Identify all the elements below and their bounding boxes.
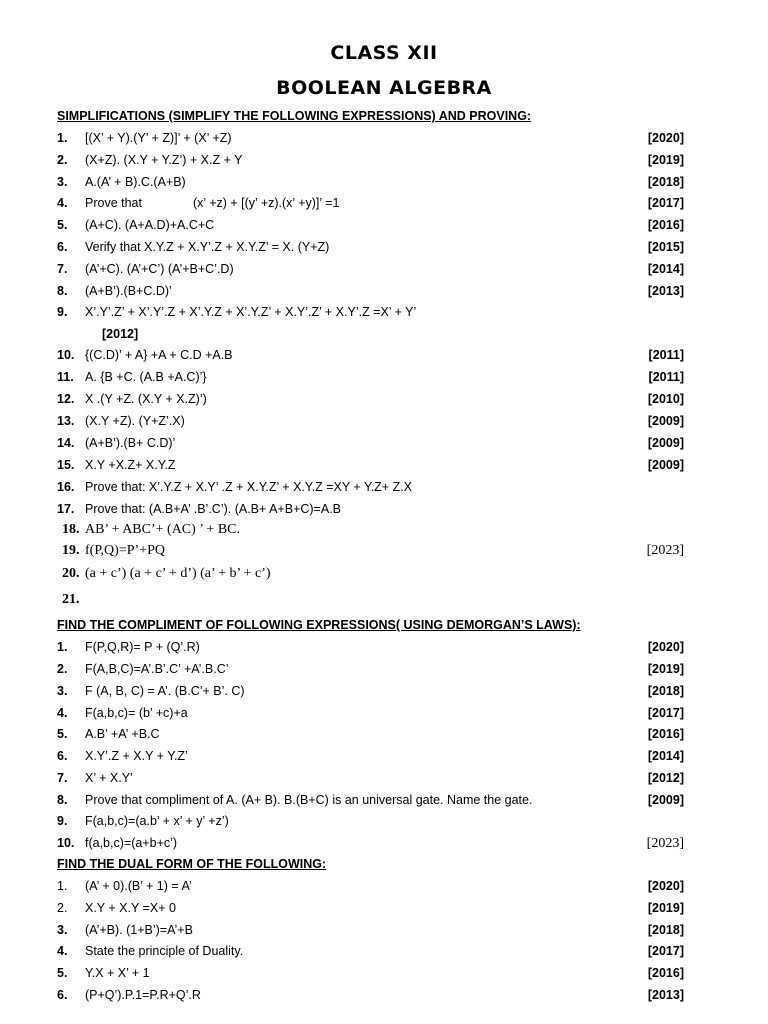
list-item [0,414,768,434]
item-number: 20. [62,566,80,581]
item-number: 7. [57,262,68,276]
list-item [0,262,768,282]
item-number: 14. [57,436,75,450]
item-expression: X’.Y’.Z’ + X’.Y’.Z + X’.Y.Z + X’.Y.Z’ + X.Y’.Z’ + X.Y’.Z =X’ + Y’ [85,305,417,319]
item-year: [2013] [647,988,684,1002]
list-item [0,879,768,899]
item-expression: (a + c’) (a + c’ + d’) (a’ + b’ + c’) [85,566,271,581]
item-expression: (A+B’).(B+C.D)’ [85,284,172,298]
list-item [0,196,768,216]
list-item [0,502,768,522]
list-item [0,662,768,682]
item-expression: F(a,b,c)=(a.b’ + x’ + y’ +z’) [85,814,229,828]
item-expression: Y.X + X’ + 1 [85,966,150,980]
item-number: 7. [57,771,68,785]
list-item [0,640,768,660]
list-item [0,814,768,834]
item-year: [2018] [647,923,684,937]
item-number: 19. [62,543,80,558]
item-expression: F(a,b,c)= (b’ +c)+a [85,706,188,720]
list-item [0,771,768,791]
item-year: [2012] [102,327,139,341]
list-item [0,175,768,195]
item-number: 18. [62,522,80,537]
section-heading-compliment: FIND THE COMPLIMENT OF FOLLOWING EXPRESSIONS( USING DEMORGAN’S LAWS): [57,618,581,632]
item-year: [2014] [647,749,684,763]
item-number: 6. [57,988,68,1002]
list-item [0,923,768,943]
item-year: [2011] [648,370,684,384]
item-number: 9. [57,305,68,319]
item-expression: Prove that compliment of A. (A+ B). B.(B+C) is an universal gate. Name the gate. [85,793,533,807]
item-expression: X’ + X.Y’ [85,771,133,785]
item-year: [2009] [647,458,684,472]
list-item [0,566,768,586]
list-item [0,727,768,747]
item-expression: (A’+C). (A’+C’) (A’+B+C’.D) [85,262,234,276]
item-year: [2020] [647,131,684,145]
item-number: 1. [57,640,68,654]
item-number: 3. [57,175,68,189]
item-expression: AB’ + ABC’+ (AC) ’ + BC. [85,522,241,537]
item-expression: Verify that X.Y.Z + X.Y’.Z + X.Y.Z’ = X. (Y+Z) [85,240,330,254]
list-item [0,543,768,563]
item-expression: X.Y +X.Z+ X.Y.Z [85,458,176,472]
item-number: 4. [57,706,68,720]
section-heading-simplifications: SIMPLIFICATIONS (SIMPLIFY THE FOLLOWING EXPRESSIONS) AND PROVING: [57,109,532,123]
list-item [0,988,768,1008]
item-number: 2. [57,901,68,915]
list-item [0,522,768,542]
item-number: 10. [57,836,75,850]
list-item [0,436,768,456]
item-number: 1. [57,879,68,893]
item-year: [2015] [647,240,684,254]
item-year: [2017] [647,706,684,720]
item-expression: [(X’ + Y).(Y’ + Z)]’ + (X’ +Z) [85,131,232,145]
list-item [0,706,768,726]
item-number: 8. [57,284,68,298]
list-item [0,153,768,173]
item-expression: Prove that [85,196,142,210]
item-number: 9. [57,814,68,828]
item-expression-continued: (x’ +z) + [(y’ +z).(x’ +y)]’ =1 [193,196,340,210]
item-number: 2. [57,153,68,167]
list-item [0,370,768,390]
list-item [0,218,768,238]
item-year: [2013] [647,284,684,298]
item-expression: F(P,Q,R)= P + (Q’.R) [85,640,200,654]
list-item [0,240,768,260]
list-item [0,793,768,813]
item-year: [2009] [647,436,684,450]
list-item [0,684,768,704]
item-year: [2020] [647,640,684,654]
item-number: 17. [57,502,75,516]
item-number: 12. [57,392,75,406]
item-number: 6. [57,240,68,254]
item-expression: {(C.D)’ + A} +A + C.D +A.B [85,348,233,362]
item-number: 4. [57,196,68,210]
item-year: [2019] [647,153,684,167]
item-year: [2023] [646,836,684,851]
list-item [0,966,768,986]
item-expression: (A+C). (A+A.D)+A.C+C [85,218,215,232]
item-expression: f(a,b,c)=(a+b+c’) [85,836,178,850]
item-expression: F (A, B, C) = A’. (B.C’+ B’. C) [85,684,245,698]
list-item [0,592,768,612]
item-expression: (A+B’).(B+ C.D)’ [85,436,176,450]
list-item [0,836,768,856]
list-item [0,944,768,964]
item-number: 2. [57,662,68,676]
item-year: [2018] [647,175,684,189]
list-item [0,284,768,304]
list-item [0,458,768,478]
item-year: [2011] [648,348,684,362]
item-expression: Prove that: X’.Y.Z + X.Y’ .Z + X.Y.Z’ + X.Y.Z =XY + Y.Z+ Z.X [85,480,413,494]
item-expression: (P+Q’).P.1=P.R+Q’.R [85,988,201,1002]
page-title: CLASS XII [330,42,438,64]
item-expression: (A’+B). (1+B’)=A’+B [85,923,193,937]
item-year: [2023] [646,543,684,558]
item-expression: State the principle of Duality. [85,944,244,958]
item-year: [2016] [647,966,684,980]
item-expression: A.B’ +A’ +B.C [85,727,160,741]
item-expression: f(P,Q)=P’+PQ [85,543,165,558]
item-number: 1. [57,131,68,145]
list-item [0,392,768,412]
item-year: [2014] [647,262,684,276]
item-year: [2020] [647,879,684,893]
item-number: 15. [57,458,75,472]
item-number: 11. [57,370,74,384]
item-number: 13. [57,414,75,428]
list-item [0,480,768,500]
item-year: [2012] [647,771,684,785]
item-year: [2016] [647,727,684,741]
item-number: 4. [57,944,68,958]
list-item [0,131,768,151]
item-expression: (X.Y +Z). (Y+Z’.X) [85,414,185,428]
list-item [0,305,768,341]
item-year: [2019] [647,901,684,915]
item-number: 10. [57,348,75,362]
item-number: 16. [57,480,75,494]
item-year: [2016] [647,218,684,232]
item-year: [2019] [647,662,684,676]
item-year: [2009] [647,414,684,428]
item-expression: A. {B +C. (A.B +A.C)’} [85,370,207,384]
item-expression: X .(Y +Z. (X.Y + X.Z)’) [85,392,207,406]
section-heading-dual-form: FIND THE DUAL FORM OF THE FOLLOWING: [57,857,327,871]
item-year: [2017] [647,196,684,210]
list-item [0,348,768,368]
item-year: [2017] [647,944,684,958]
item-year: [2009] [647,793,684,807]
item-number: 8. [57,793,68,807]
item-number: 5. [57,966,68,980]
item-number: 21. [62,592,80,607]
page-subtitle: BOOLEAN ALGEBRA [276,77,492,99]
item-expression: X.Y + X.Y =X+ 0 [85,901,176,915]
item-expression: F(A,B,C)=A’.B’.C’ +A’.B.C’ [85,662,229,676]
item-expression: A.(A’ + B).C.(A+B) [85,175,186,189]
list-item [0,749,768,769]
item-number: 3. [57,684,68,698]
item-year: [2018] [647,684,684,698]
item-expression: (A’ + 0).(B’ + 1) = A’ [85,879,192,893]
item-number: 6. [57,749,68,763]
item-expression: Prove that: (A.B+A’ .B’.C’). (A.B+ A+B+C)=A.B [85,502,342,516]
item-expression: (X+Z). (X.Y + Y.Z’) + X.Z + Y [85,153,243,167]
item-expression: X.Y’.Z + X.Y + Y.Z’ [85,749,188,763]
item-number: 5. [57,727,68,741]
list-item [0,901,768,921]
item-number: 3. [57,923,68,937]
item-year: [2010] [647,392,684,406]
item-number: 5. [57,218,68,232]
